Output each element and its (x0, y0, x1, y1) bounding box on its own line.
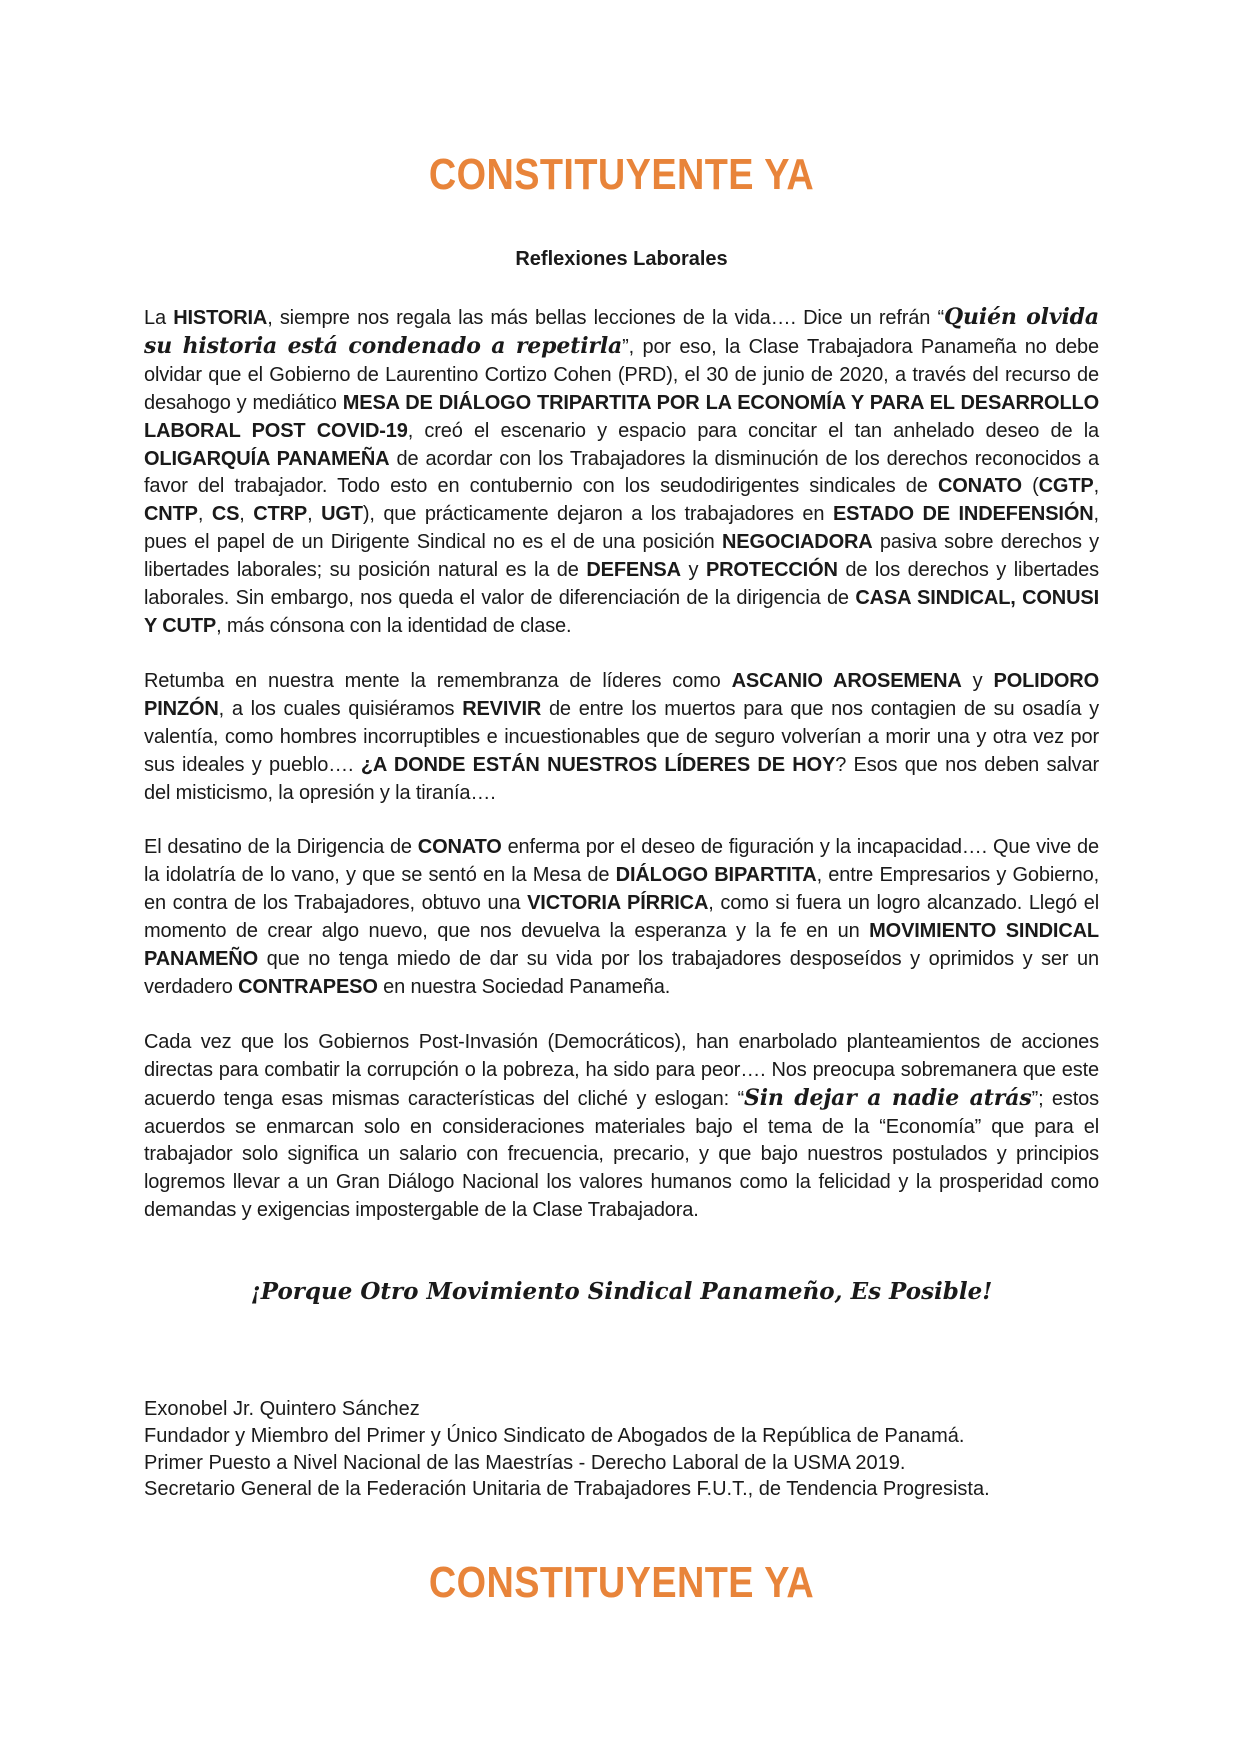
text-run: , entre Empresarios y Gobierno, en contra de los Trabajadores, obtuvo una (144, 864, 1099, 915)
bold-run: CONATO (937, 475, 1022, 498)
text-run: en nuestra Sociedad Panameña. (377, 975, 671, 998)
text-run: que no tenga miedo de dar su vida por los trabajadores desposeídos y oprimidos y ser un verdadero (144, 948, 1099, 998)
text-run: , como si fuera un logro alcanzado. Llegó el momento de crear algo nuevo, que nos devuelva la esperanza y la fe en un (144, 892, 1099, 943)
text-run: , (197, 503, 212, 526)
paragraph-3 (144, 834, 1099, 1001)
bold-run: DEFENSA (586, 559, 681, 582)
text-run: Retumba en nuestra mente la remembranza de líderes como (144, 669, 732, 692)
text-run: El desatino de la Dirigencia de (144, 836, 418, 859)
text-run: , (307, 503, 322, 526)
bold-run: CONATO (417, 836, 502, 859)
text-run: La (144, 307, 174, 329)
text-run: ), que prácticamente dejaron a los trabajadores en (362, 503, 833, 526)
text-run: , pues el papel de un Dirigente Sindical no es el de una posición (144, 503, 1099, 554)
bold-run: DIÁLOGO BIPARTITA (615, 864, 817, 887)
paragraph-1 (144, 304, 1099, 641)
paragraph-4 (144, 1029, 1099, 1225)
text-run: ”; estos acuerdos se enmarcan solo en consideraciones materiales bajo el tema de la “Economía” que para el trabajador solo significa un salario con frecuencia, precario, y que bajo nuestros postulados y principios logremos llevar a un Gran Diálogo Nacional los valores humanos como la felicidad y la prosperidad como demandas y exigencias impostergable de la Clase Trabajadora. (144, 1087, 1099, 1222)
bold-run: ¿A DONDE ESTÁN NUESTROS LÍDERES DE HOY (360, 753, 836, 776)
closing-slogan: ¡Porque Otro Movimiento Sindical Panameño, Es Posible! (250, 1278, 993, 1305)
text-run: pasiva sobre derechos y libertades laborales; su posición natural es la de (144, 531, 1099, 582)
text-run: y (961, 669, 994, 692)
signature-block (144, 1396, 1099, 1503)
text-run: ”, por eso, la Clase Trabajadora Panameña no debe olvidar que el Gobierno de Laurentino Cortizo Cohen (PRD), el 30 de junio de 2020, a través del recurso de desahogo y mediático (144, 335, 1099, 414)
text-run: enferma por el deseo de figuración y la incapacidad…. Que vive de la idolatría de lo vano, y que se sentó en la Mesa de (144, 836, 1099, 887)
body-text (144, 304, 1099, 1252)
text-run: , siempre nos regala las más bellas lecciones de la vida…. Dice un refrán “ (267, 307, 944, 329)
text-run: , más cónsona con la identidad de clase. (216, 614, 572, 637)
bold-run: MESA DE DIÁLOGO TRIPARTITA POR LA ECONOMÍA Y PARA EL DESARROLLO LABORAL POST COVID-19 (144, 391, 1099, 442)
bold-run: PROTECCIÓN (705, 559, 838, 582)
bold-run: CTRP (253, 503, 308, 526)
bold-run: VICTORIA PÍRRICA (527, 892, 709, 915)
bold-run: NEGOCIADORA (721, 531, 873, 554)
text-run: , creó el escenario y espacio para concitar el tan anhelado deseo de la (407, 419, 1099, 442)
document-page (144, 0, 1099, 1754)
text-run: , (239, 503, 254, 526)
bold-run: REVIVIR (462, 697, 542, 720)
author-title-1: Fundador y Miembro del Primer y Único Sindicato de Abogados de la República de Panamá. (144, 1424, 965, 1447)
document-subtitle: Reflexiones Laborales (515, 248, 728, 270)
slogan-quote: Sin dejar a nadie atrás (743, 1084, 1032, 1111)
text-run: de entre los muertos para que nos contagien de su osadía y valentía, como hombres incorruptibles e incuestionables que de seguro volverían a morir una y otra vez por sus ideales y pueblo…. (144, 697, 1099, 776)
paragraph-2 (144, 668, 1099, 808)
bold-run: POLIDORO PINZÓN (144, 669, 1099, 720)
bold-run: MOVIMIENTO SINDICAL PANAMEÑO (144, 920, 1099, 971)
text-run: Cada vez que los Gobiernos Post-Invasión (Democráticos), han enarbolado planteamientos de acciones directas para combatir la corrupción o la pobreza, ha sido para peor…. Nos preocupa sobremanera que este acuerdo tenga esas mismas características del cliché y eslogan: “ (144, 1030, 1099, 1110)
text-run: ( (1021, 475, 1039, 498)
bold-run: HISTORIA (173, 307, 268, 329)
author-name: Exonobel Jr. Quintero Sánchez (144, 1398, 420, 1420)
text-run: , a los cuales quisiéramos (218, 697, 463, 720)
bold-run: CONTRAPESO (238, 975, 378, 998)
bold-run: CNTP (144, 503, 198, 526)
bold-run: CS (211, 503, 240, 526)
bold-run: ESTADO DE INDEFENSIÓN (832, 503, 1094, 526)
text-run: , (1093, 475, 1100, 498)
text-run: de acordar con los Trabajadores la disminución de los derechos reconocidos a favor del trabajador. Todo esto en contubernio con los seudodirigentes sindicales de (144, 447, 1100, 498)
bold-run: ASCANIO AROSEMENA (731, 669, 962, 692)
text-run: ? Esos que nos deben salvar del misticismo, la opresión y la tiranía…. (144, 753, 1099, 804)
text-run: de los derechos y libertades laborales. Sin embargo, nos queda el valor de diferenciación de la dirigencia de (144, 559, 1099, 610)
banner-title-bottom: CONSTITUYENTE YA (428, 1558, 815, 1607)
proverb-quote: Quién olvida su historia está condenado a repetirla (144, 304, 1100, 359)
text-run: y (680, 559, 706, 582)
banner-title-top: CONSTITUYENTE YA (428, 150, 815, 199)
bold-run: CGTP (1038, 475, 1094, 498)
bold-run: CASA SINDICAL, CONUSI Y CUTP (144, 587, 1099, 637)
author-title-2: Primer Puesto a Nivel Nacional de las Maestrías - Derecho Laboral de la USMA 2019. (144, 1451, 906, 1474)
author-title-3: Secretario General de la Federación Unitaria de Trabajadores F.U.T., de Tendencia Progresista. (144, 1478, 990, 1501)
bold-run: UGT (321, 503, 363, 526)
bold-run: OLIGARQUÍA PANAMEÑA (144, 447, 390, 470)
